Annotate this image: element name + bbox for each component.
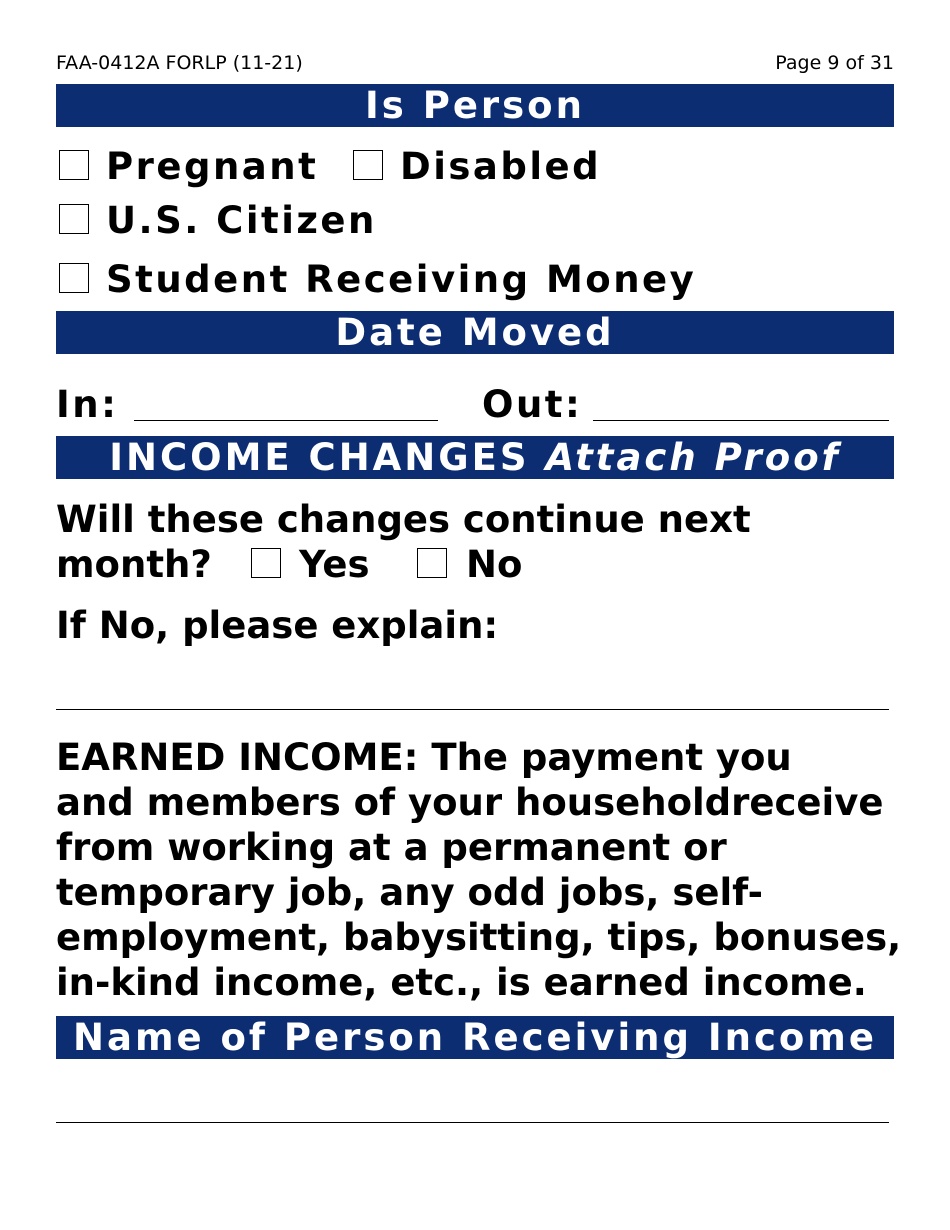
us-citizen-label: U.S. Citizen [106,199,377,242]
continue-no-label: No [466,543,523,586]
moved-in-label: In: [56,383,119,426]
name-receiving-income-field[interactable] [56,1122,889,1123]
disabled-checkbox[interactable] [353,150,383,180]
moved-out-field[interactable] [593,420,889,421]
explain-field[interactable] [56,709,889,710]
continue-question-line1: Will these changes continue next [56,498,751,541]
earned-income-line: temporary job, any odd jobs, self- [56,871,763,914]
form-id: FAA-0412A FORLP (11-21) [56,52,303,74]
moved-out-label: Out: [482,383,583,426]
moved-in-field[interactable] [134,420,438,421]
page-number: Page 9 of 31 [775,52,894,74]
earned-income-line: employment, babysitting, tips, bonuses, [56,916,902,959]
explain-label: If No, please explain: [56,604,499,647]
income-changes-header [56,436,894,479]
is-person-header: Is Person [56,84,894,127]
continue-question-line2: month? [56,543,212,586]
earned-income-line: EARNED INCOME: The payment you [56,736,792,779]
attach-proof-note: Attach Proof [545,436,841,479]
pregnant-label: Pregnant [106,145,319,188]
date-moved-header: Date Moved [56,311,894,354]
earned-income-line: in-kind income, etc., is earned income. [56,961,867,1004]
earned-income-line: from working at a permanent or [56,826,727,869]
continue-no-checkbox[interactable] [417,548,447,578]
disabled-label: Disabled [400,145,602,188]
earned-income-definition [56,735,902,1005]
student-receiving-money-label: Student Receiving Money [106,258,697,301]
earned-income-line: and members of your householdreceive [56,781,884,824]
continue-yes-label: Yes [299,543,370,586]
name-receiving-income-header: Name of Person Receiving Income [56,1016,894,1059]
continue-yes-checkbox[interactable] [251,548,281,578]
income-changes-title: INCOME CHANGES [109,436,530,479]
pregnant-checkbox[interactable] [59,150,89,180]
student-receiving-money-checkbox[interactable] [59,263,89,293]
us-citizen-checkbox[interactable] [59,204,89,234]
